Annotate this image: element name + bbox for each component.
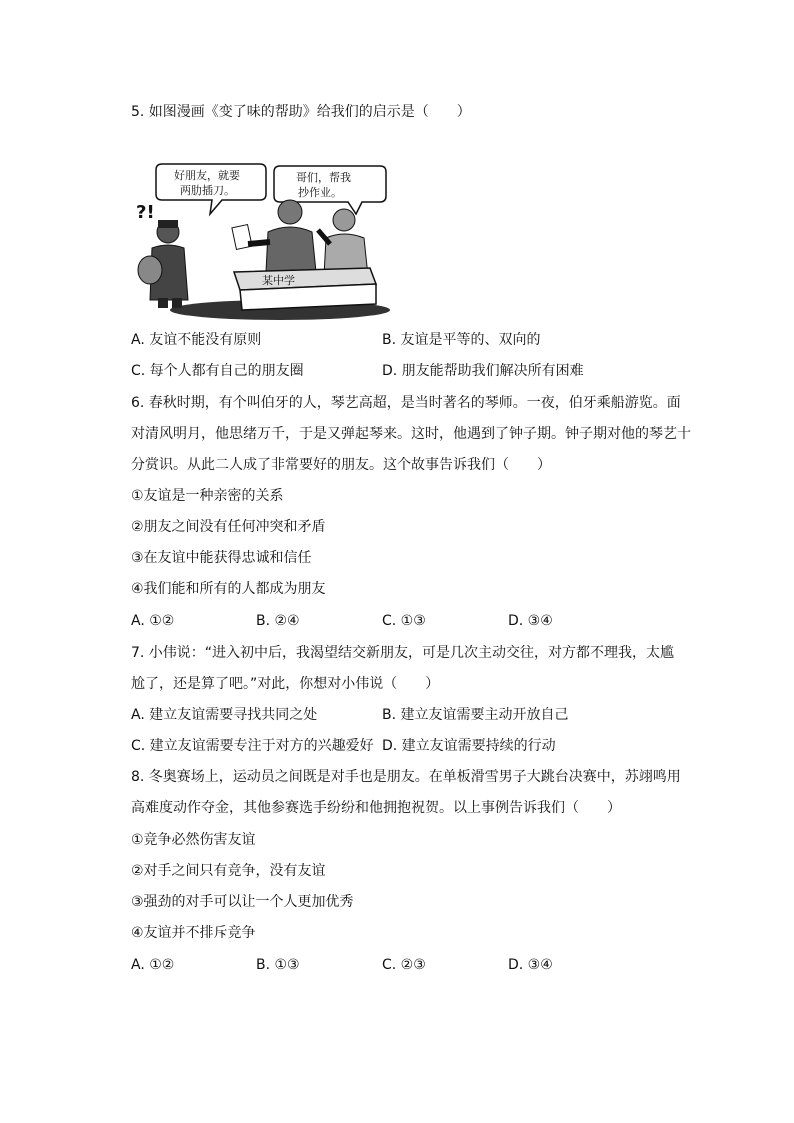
q8-stem-line2: 高难度动作夺金，其他参赛选手纷纷和他拥抱祝贺。以上事例告诉我们（ ） [131, 800, 621, 816]
q7-option-b: B. 建立友谊需要主动开放自己 [382, 707, 569, 723]
q6-stem-line3: 分赏识。从此二人成了非常要好的朋友。这个故事告诉我们（ ） [131, 457, 551, 473]
q8-option-d: D. ③④ [508, 957, 553, 973]
q7-option-c: C. 建立友谊需要专注于对方的兴趣爱好 [131, 738, 374, 754]
q6-stem-line1: 6. 春秋时期，有个叫伯牙的人，琴艺高超，是当时著名的琴师。一夜，伯牙乘船游览。面 [131, 395, 681, 411]
surprise-marks: ?! [136, 202, 155, 223]
q5-option-d: D. 朋友能帮助我们解决所有困难 [382, 363, 584, 379]
q6-item-4: ④我们能和所有的人都成为朋友 [131, 581, 326, 597]
bubble-right-line2: 抄作业。 [298, 186, 342, 199]
student-middle-figure [248, 200, 316, 272]
q6-item-1: ①友谊是一种亲密的关系 [131, 488, 284, 504]
q6-option-d: D. ③④ [508, 613, 553, 629]
q8-item-1: ①竞争必然伤害友谊 [131, 832, 256, 848]
q8-item-3: ③强劲的对手可以让一个人更加优秀 [131, 894, 354, 910]
q8-option-c: C. ②③ [382, 957, 426, 973]
q6-option-c: C. ①③ [382, 613, 426, 629]
q7-stem-line1: 7. 小伟说：“进入初中后，我渴望结交新朋友，可是几次主动交往，对方都不理我，太尴 [131, 645, 675, 661]
student-left-figure [138, 220, 188, 308]
bubble-left-line1: 好朋友，就要 [174, 169, 240, 182]
school-desk [234, 268, 376, 310]
q6-option-a: A. ①② [131, 613, 175, 629]
desk-sign-text: 某中学 [262, 274, 295, 287]
q6-item-3: ③在友谊中能获得忠诚和信任 [131, 550, 312, 566]
q6-option-b: B. ②④ [256, 613, 300, 629]
q8-option-a: A. ①② [131, 957, 175, 973]
q5-option-a: A. 友谊不能没有原则 [131, 332, 262, 348]
q8-option-b: B. ①③ [256, 957, 300, 973]
q7-option-d: D. 建立友谊需要持续的行动 [382, 738, 556, 754]
bubble-left-line2: 两肋插刀。 [180, 184, 235, 197]
cartoon-changed-help-image [130, 160, 392, 320]
q7-option-a: A. 建立友谊需要寻找共同之处 [131, 707, 318, 723]
q5-stem: 5. 如图漫画《变了味的帮助》给我们的启示是（ ） [131, 104, 471, 120]
q6-item-2: ②朋友之间没有任何冲突和矛盾 [131, 519, 326, 535]
q7-stem-line2: 尬了，还是算了吧。”对此，你想对小伟说（ ） [131, 676, 440, 692]
q6-stem-line2: 对清风明月，他思绪万千，于是又弹起琴来。这时，他遇到了钟子期。钟子期对他的琴艺十 [131, 426, 691, 442]
student-right-figure [318, 209, 368, 276]
bubble-right-line1: 哥们，帮我 [296, 171, 351, 184]
q5-option-b: B. 友谊是平等的、双向的 [382, 332, 541, 348]
q5-option-c: C. 每个人都有自己的朋友圈 [131, 363, 304, 379]
q8-stem-line1: 8. 冬奥赛场上，运动员之间既是对手也是朋友。在单板滑雪男子大跳台决赛中，苏翊鸣用 [131, 769, 681, 785]
q8-item-2: ②对手之间只有竞争，没有友谊 [131, 863, 326, 879]
q8-item-4: ④友谊并不排斥竞争 [131, 925, 256, 941]
speech-bubble-left [156, 164, 266, 214]
